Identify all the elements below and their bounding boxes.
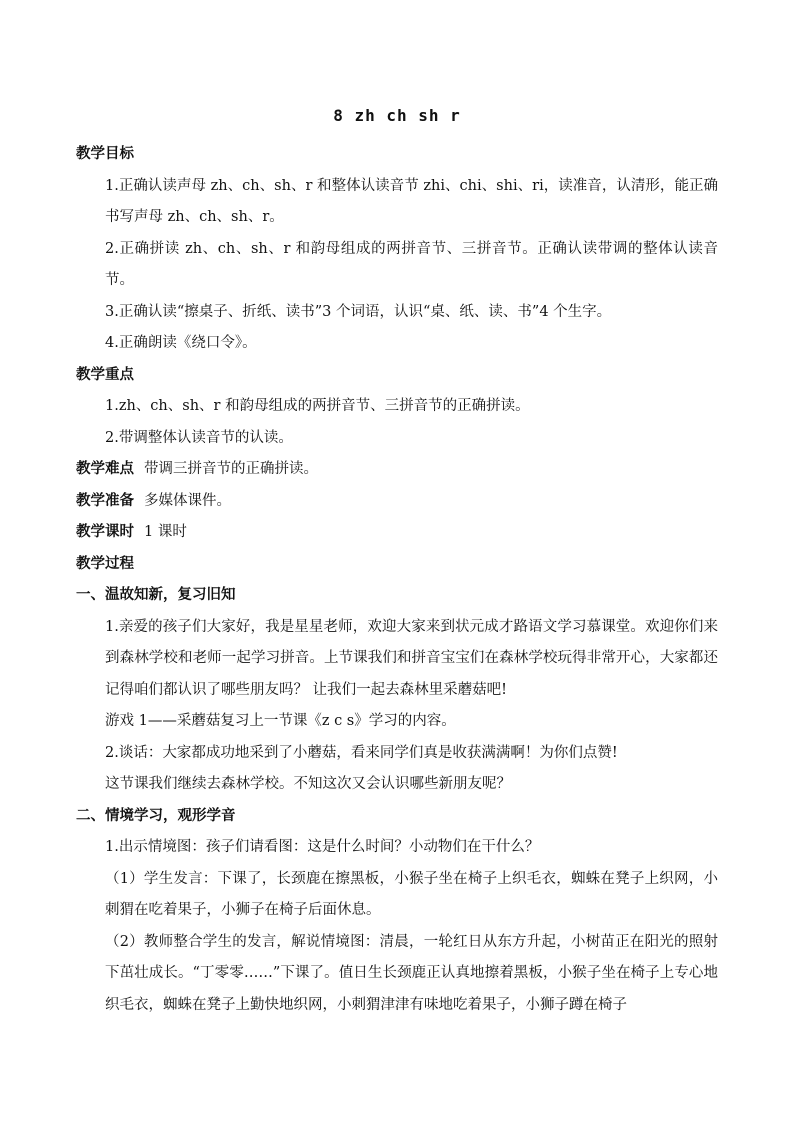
section1-paragraph-3: 2.谈话：大家都成功地采到了小蘑菇，看来同学们真是收获满满啊！为你们点赞!: [105, 744, 618, 761]
prep-value: 多媒体课件。: [144, 492, 231, 509]
lesson-body: [76, 139, 718, 1021]
goal-item-4: 4.正确朗读《绕口令》。: [105, 335, 257, 351]
goal-item-1: 1.正确认读声母 zh、ch、sh、r 和整体认读音节 zhi、chi、shi、ri，读准音，认清形，能正确书写声母 zh、ch、sh、r。: [105, 177, 718, 225]
difficulty-label: 教学难点: [76, 461, 134, 477]
goals-heading: 教学目标: [76, 146, 134, 162]
focus-item-2: 2.带调整体认读音节的认读。: [105, 429, 293, 446]
difficulty-row: [76, 454, 718, 486]
prep-label: 教学准备: [76, 492, 134, 509]
goal-item-2: 2.正确拼读 zh、ch、sh、r 和韵母组成的两拼音节、三拼音节。正确认读带调的整体认读音节。: [105, 240, 718, 288]
section2-paragraph-1: 1.出示情境图：孩子们请看图：这是什么时间？小动物们在干什么？: [105, 839, 540, 855]
section2-heading: 二、情境学习，观形学音: [76, 807, 236, 824]
section1-heading: 一、温故知新，复习旧知: [76, 587, 236, 603]
section1-paragraph-1: 1.亲爱的孩子们大家好，我是星星老师，欢迎大家来到状元成才路语文学习慕课堂。欢迎你们来到森林学校和老师一起学习拼音。上节课我们和拼音宝宝们在森林学校玩得非常开心，大家都还记得咱们都认识了哪些朋友吗？ 让我们一起去森林里采蘑菇吧!: [105, 618, 718, 698]
prep-row: [76, 486, 718, 518]
focus-heading: 教学重点: [76, 366, 134, 383]
goal-item-3: 3.正确认读“擦桌子、折纸、读书”3 个词语，认识“桌、纸、读、书”4 个生字。: [105, 303, 612, 320]
hours-row: [76, 517, 718, 549]
lesson-title: 8 zh ch sh r: [333, 106, 461, 125]
hours-label: 教学课时: [76, 524, 134, 540]
focus-item-1: 1.zh、ch、sh、r 和韵母组成的两拼音节、三拼音节的正确拼读。: [105, 398, 530, 414]
section2-paragraph-2: （1）学生发言：下课了，长颈鹿在擦黑板，小猴子坐在椅子上织毛衣，蜘蛛在凳子上织网，小刺猬在吃着果子，小狮子在椅子后面休息。: [105, 870, 718, 918]
section1-paragraph-4: 这节课我们继续去森林学校。不知这次又会认识哪些新朋友呢？: [105, 776, 511, 792]
hours-value: 1 课时: [144, 524, 187, 540]
difficulty-value: 带调三拼音节的正确拼读。: [144, 461, 318, 477]
section1-paragraph-2: 游戏 1——采蘑菇复习上一节课《z c s》学习的内容。: [105, 713, 456, 729]
process-heading: 教学过程: [76, 555, 134, 572]
section2-paragraph-3: （2）教师整合学生的发言，解说情境图：清晨，一轮红日从东方升起，小树苗正在阳光的照射下茁壮成长。“丁零零……”下课了。值日生长颈鹿正认真地擦着黑板，小猴子坐在椅子上专心地织毛衣，蜘蛛在凳子上勤快地织网，小刺猬津津有味地吃着果子，小狮子蹲在椅子: [105, 933, 718, 1013]
